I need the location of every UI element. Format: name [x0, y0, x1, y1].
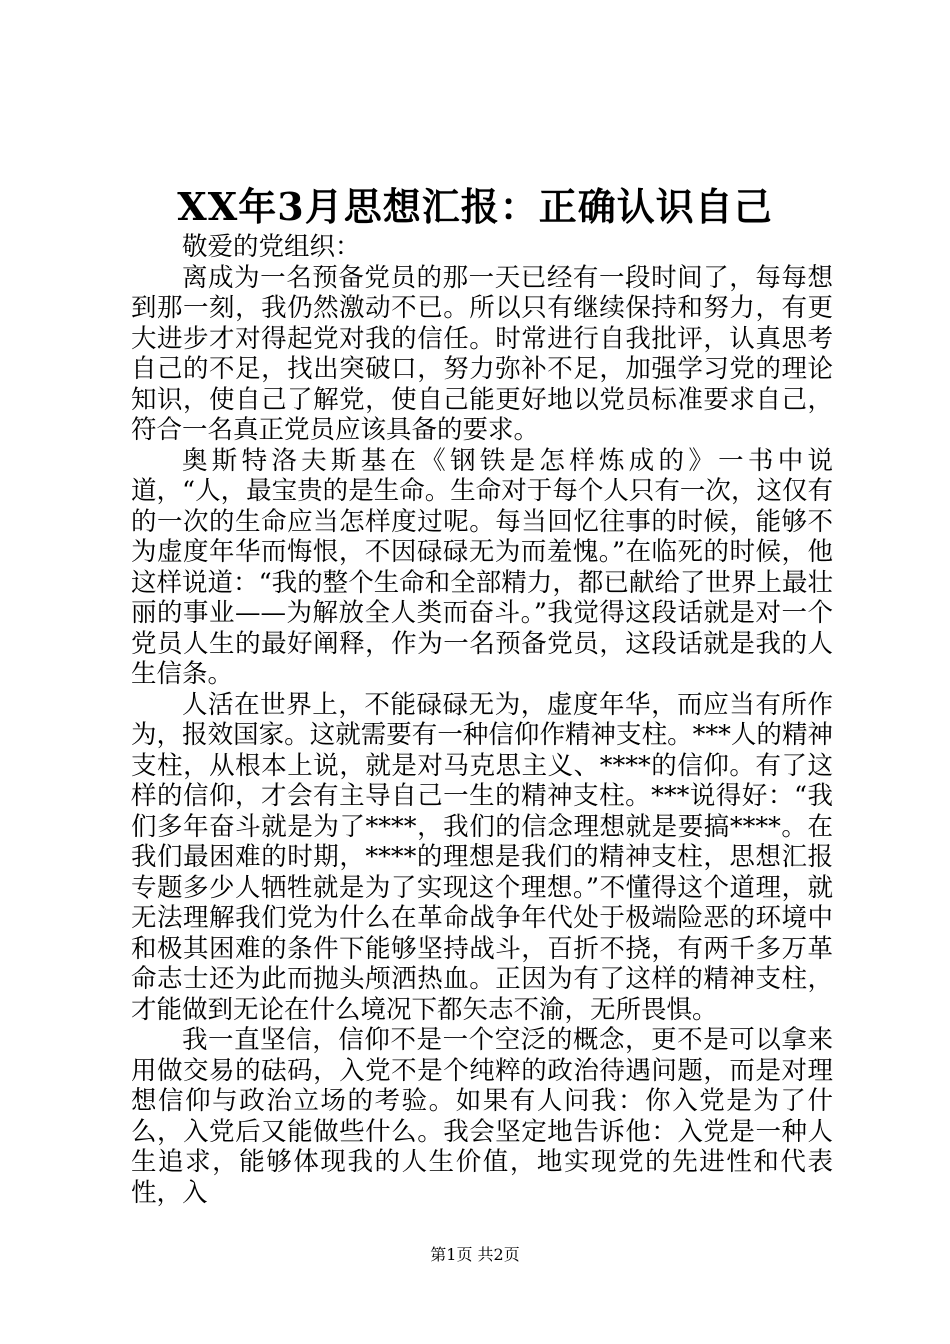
paragraph-2: 奥斯特洛夫斯基在《钢铁是怎样炼成的》一书中说道，“人，最宝贵的是生命。生命对于每个人只有一次，这仅有的一次的生命应当怎样度过呢。每当回忆往事的时候，能够不为虚度年华而悔恨，不因碌碌无为而羞愧。”在临死的时候，他这样说道：“我的整个生命和全部精力，都已献给了世界上最壮丽的事业——为解放全人类而奋斗。”我觉得这段话就是对一个党员人生的最好阐释，作为一名预备党员，这段话就是我的人生信条。 — [131, 445, 833, 689]
page-title: XX年3月思想汇报：正确认识自己 — [177, 184, 773, 229]
salutation: 敬爱的党组织： — [182, 232, 361, 262]
paragraph-3: 人活在世界上，不能碌碌无为，虚度年华，而应当有所作为，报效国家。这就需要有一种信仰作精神支柱。***人的精神支柱，从根本上说，就是对马克思主义、****的信仰。有了这样的信仰，才会有主导自己一生的精神支柱。***说得好：“我们多年奋斗就是为了****，我们的信念理想就是要搞****。在我们最困难的时期，****的理想是我们的精神支柱，思想汇报专题多少人牺牲就是为了实现这个理想。”不懂得这个道理，就无法理解我们党为什么在革命战争年代处于极端险恶的环境中和极其困难的条件下能够坚持战斗，百折不挠，有两千多万革命志士还为此而抛头颅洒热血。正因为有了这样的精神支柱，才能做到无论在什么境况下都矢志不渝，无所畏惧。 — [131, 689, 833, 1025]
document-body — [131, 232, 833, 1208]
page-number-footer: 第1页 共2页 — [430, 1245, 520, 1264]
paragraph-1: 离成为一名预备党员的那一天已经有一段时间了，每每想到那一刻，我仍然激动不已。所以只有继续保持和努力，有更大进步才对得起党对我的信任。时常进行自我批评，认真思考自己的不足，找出突破口，努力弥补不足，加强学习党的理论知识，使自己了解党，使自己能更好地以党员标准要求自己，符合一名真正党员应该具备的要求。 — [131, 262, 833, 445]
paragraph-4: 我一直坚信，信仰不是一个空泛的概念，更不是可以拿来用做交易的砝码，入党不是个纯粹的政治待遇问题，而是对理想信仰与政治立场的考验。如果有人问我：你入党是为了什么，入党后又能做些什么。我会坚定地告诉他：入党是一种人生追求，能够体现我的人生价值，地实现党的先进性和代表性，入 — [131, 1025, 833, 1208]
